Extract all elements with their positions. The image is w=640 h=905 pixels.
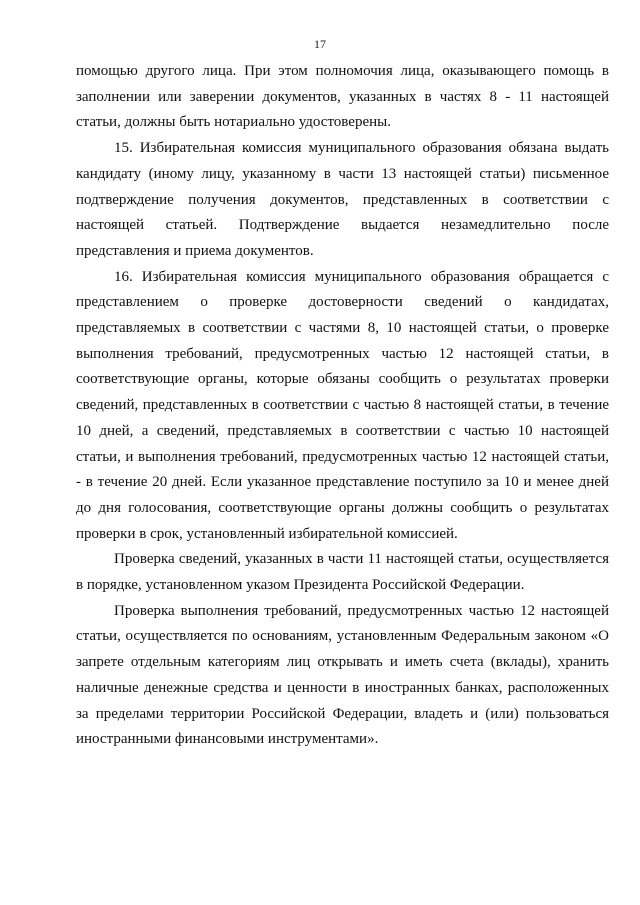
paragraph-item-15: 15. Избирательная комиссия муниципального образования обязана выдать кандидату (иному лицу, указанному в части 13 настоящей статьи) письменное подтверждение получения документов, представленных в соответствии с настоящей статьей. Подтверждение выдается незамедлительно после представления и приема документов.: [76, 140, 609, 259]
paragraph-verification-part-11: Проверка сведений, указанных в части 11 настоящей статьи, осуществляется в порядке, установленном указом Президента Российской Федерации.: [76, 551, 609, 594]
paragraph-verification-part-12: Проверка выполнения требований, предусмотренных частью 12 настоящей статьи, осуществляется по основаниям, установленным Федеральным законом «О запрете отдельным категориям лиц открывать и иметь счета (вклады), хранить наличные денежные средства и ценности в иностранных банках, расположенных за пределами территории Российской Федерации, владеть и (или) пользоваться иностранными финансовыми инструментами».: [76, 602, 609, 748]
paragraph-continuation: помощью другого лица. При этом полномочия лица, оказывающего помощь в заполнении или заверении документов, указанных в частях 8 - 11 настоящей статьи, должны быть нотариально удостоверены.: [76, 63, 609, 131]
paragraph-item-16: 16. Избирательная комиссия муниципального образования обращается с представлением о проверке достоверности сведений о кандидатах, представляемых в соответствии с частями 8, 10 настоящей статьи, о проверке выполнения требований, предусмотренных частью 12 настоящей статьи, в соответствующие органы, которые обязаны сообщить о результатах проверки сведений, представленных в соответствии с частью 8 настоящей статьи, в течение 10 дней, а сведений, представляемых в соответствии с частью 10 настоящей статьи, и выполнения требований, предусмотренных частью 12 настоящей статьи, - в течение 20 дней. Если указанное представление поступило за 10 и менее дней до дня голосования, соответствующие органы должны сообщить о результатах проверки в срок, установленный избирательной комиссией.: [76, 268, 609, 542]
document-body: [76, 59, 609, 753]
page-number: 17: [314, 37, 326, 51]
